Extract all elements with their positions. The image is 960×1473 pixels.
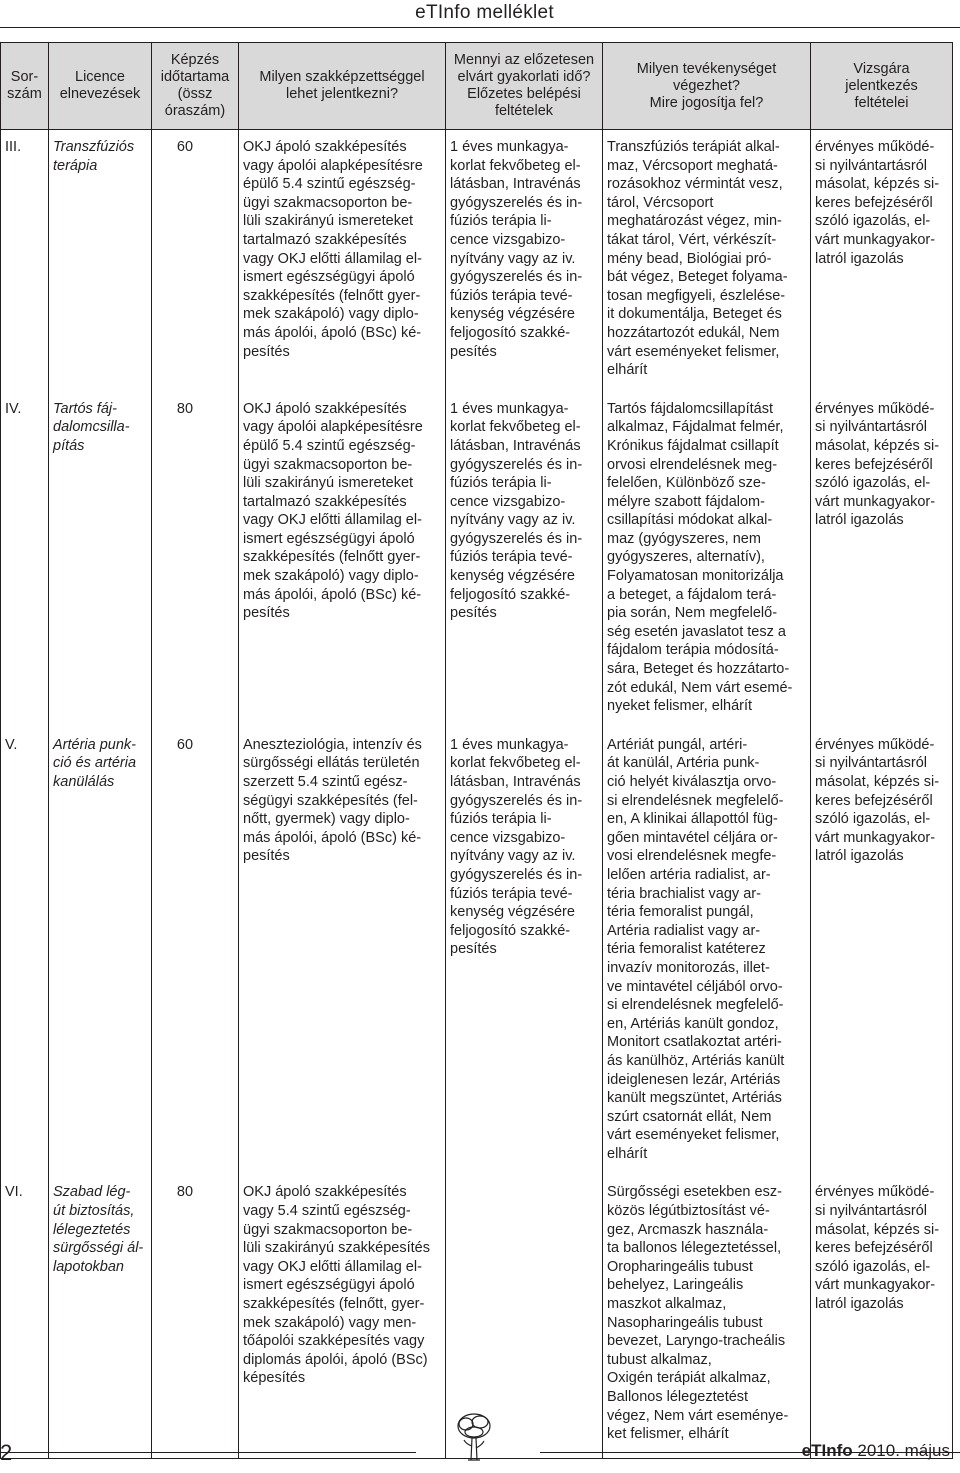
row-exam: érvényes működé- si nyilvántartásról másolat, képzés si- keres befejzéséről szóló igazolás, el- várt munkagyakor- latról igazolás — [811, 730, 953, 1178]
col-header-licence: Licence elnevezések — [49, 43, 152, 130]
row-exam: érvényes működé- si nyilvántartásról másolat, képzés si- keres befejzéséről szóló igazolás, el- várt munkagyakor- latról igazolás — [811, 130, 953, 394]
row-activities: Artériát pungál, artéri- át kanülál, Artéria punk- ció helyét kiválasztja orvo- si elrendelésnek megfelelő- en, A klinikai állapottól füg- gően mintavétel céljára or- vosi elrendelésnek megfe- lelően artéria radialist, ar- téria brachialist vagy ar- téria femoralist pungál, Artéria radialist vagy ar- téria femoralist katéterez invazív monitorozás, illet- ve mintavétel céljából orvo- si elrendelésnek megfelelő- en, Artériás kanült gondoz, Monitort csatlakoztat artéri- ás kanülhöz, Artériás kanült ideiglenesen lezár, Artériás kanült megszüntet, Artériás szúrt csatornát ellát, Nem várt eseményeket felismer, elhárít — [603, 730, 811, 1178]
header-brand: eTInfo melléklet — [415, 2, 554, 23]
header-rule — [0, 27, 960, 28]
row-hours: 60 — [152, 130, 239, 394]
row-licence: Artéria punk- ció és artéria kanülálás — [49, 730, 152, 1178]
col-header-prerequisites: Mennyi az előzetesen elvárt gyakorlati idő? Előzetes belépési feltételek — [446, 43, 603, 130]
row-prerequisites: 1 éves munkagya- korlat fekvőbeteg el- látásban, Intravénás gyógyszerelés és in- fúziós terápia li- cence vizsgabizo- nyítvány vagy az iv. gyógyszerelés és in- fúziós terápia tevé- kenység végzésére feljogosító szakké- pesítés — [446, 130, 603, 394]
row-exam: érvényes működé- si nyilvántartásról másolat, képzés si- keres befejzéséről szóló igazolás, el- várt munkagyakor- latról igazolás — [811, 1177, 953, 1458]
row-qualification: OKJ ápoló szakképesítés vagy ápolói alapképesítésre épülő 5.4 szintű egészség- ügyi szakmacsoporton be- lüli szakirányú ismereteket tartalmazó szakképesítés vagy OKJ előtti államilag el- ismert egészségügyi ápoló szakképesítés (felnőtt gyer- mek szakápoló) vagy diplo- más ápolói, ápoló (BSc) ké- pesítés — [239, 130, 446, 394]
footer-brand — [802, 1441, 950, 1461]
row-licence: Szabad lég- út biztosítás, lélegeztetés sürgősségi ál- lapotokban — [49, 1177, 152, 1458]
row-activities: Tartós fájdalomcsillapítást alkalmaz, Fájdalmat felmér, Krónikus fájdalmat csillapít orvosi elrendelésnek meg- felelően, Különböző sze- mélyre szabott fájdalom- csillapítási módokat alkal- maz (gyógyszeres, nem gyógyszeres, alternatív), Folyamatosan monitorizálja a beteget, a fájdalom terá- pia során, Nem megfelelő- ség esetén javaslatot tesz a fájdalom terápia módosítá- sára, Beteget és hozzátarto- zót edukál, Nem várt esemé- nyeket felismer, elhárít — [603, 394, 811, 730]
table-row — [1, 130, 953, 394]
page-header — [0, 0, 960, 28]
table-row — [1, 394, 953, 730]
row-index: IV. — [1, 394, 49, 730]
row-qualification: Aneszteziológia, intenzív és sürgősségi ellátás területén szerzett 5.4 szintű egész- ségügyi szakképesítés (fel- nőtt, gyermek) vagy diplo- más ápolói, ápoló (BSc) ké- pesítés — [239, 730, 446, 1178]
row-hours: 80 — [152, 1177, 239, 1458]
row-prerequisites: 1 éves munkagya- korlat fekvőbeteg el- látásban, Intravénás gyógyszerelés és in- fúziós terápia li- cence vizsgabizo- nyítvány vagy az iv. gyógyszerelés és in- fúziós terápia tevé- kenység végzésére feljogosító szakké- pesítés — [446, 730, 603, 1178]
row-index: V. — [1, 730, 49, 1178]
footer-rule-left — [0, 1452, 416, 1453]
table-row — [1, 730, 953, 1178]
row-index: III. — [1, 130, 49, 394]
row-qualification: OKJ ápoló szakképesítés vagy 5.4 szintű egészség- ügyi szakmacsoporton be- lüli szakirányú szakképesítés vagy OKJ előtti államilag el- ismert egészségügyi ápoló szakképesítés (felnőtt, gyer- mek szakápoló) vagy men- tőápolói szakképesítés vagy diplomás ápolói, ápoló (BSc) képesítés — [239, 1177, 446, 1458]
licence-table — [0, 42, 953, 1459]
page-number: 2 — [0, 1440, 13, 1465]
row-licence: Transzfúziós terápia — [49, 130, 152, 394]
table-header-row — [1, 43, 953, 130]
col-header-index: Sor- szám — [1, 43, 49, 130]
footer-brand-name: eTInfo — [801, 1441, 853, 1460]
row-prerequisites: 1 éves munkagya- korlat fekvőbeteg el- látásban, Intravénás gyógyszerelés és in- fúziós terápia li- cence vizsgabizo- nyítvány vagy az iv. gyógyszerelés és in- fúziós terápia tevé- kenység végzésére feljogosító szakké- pesítés — [446, 394, 603, 730]
row-qualification: OKJ ápoló szakképesítés vagy ápolói alapképesítésre épülő 5.4 szintű egészség- ügyi szakmacsoporton be- lüli szakirányú ismereteket tartalmazó szakképesítés vagy OKJ előtti államilag el- ismert egészségügyi ápoló szakképesítés (felnőtt gyer- mek szakápoló) vagy diplo- más ápolói, ápoló (BSc) ké- pesítés — [239, 394, 446, 730]
footer-date: 2010. május — [857, 1441, 950, 1460]
row-hours: 80 — [152, 394, 239, 730]
col-header-duration: Képzés időtartama (össz óraszám) — [152, 43, 239, 130]
row-activities: Sürgősségi esetekben esz- közös légútbiztosítást vé- gez, Arcmaszk használa- ta ballonos lélegeztetéssel, Oropharingeális tubust behelyez, Laringeális maszkot alkalmaz, Nasopharingeális tubust bevezet, Laryngo-tracheális tubust alkalmaz, Oxigén terápiát alkalmaz, Ballonos lélegeztetést végez, Nem várt eseménye- ket felismer, elhárít — [603, 1177, 811, 1458]
col-header-activities: Milyen tevékenységet végezhet? Mire jogosítja fel? — [603, 43, 811, 130]
row-licence: Tartós fáj- dalomcsilla- pítás — [49, 394, 152, 730]
row-exam: érvényes működé- si nyilvántartásról másolat, képzés si- keres befejzéséről szóló igazolás, el- várt munkagyakor- latról igazolás — [811, 394, 953, 730]
licence-table-container — [0, 42, 952, 1459]
col-header-exam: Vizsgára jelentkezés feltételei — [811, 43, 953, 130]
row-activities: Transzfúziós terápiát alkal- maz, Vércsoport meghatá- rozásokhoz vérmintát vesz, tárol, Vércsoport meghatározást végez, min- tákat tárol, Vért, vérkészít- mény bead, Biológiai pró- bát végez, Beteget folyama- tosan megfigyeli, észlelése- it dokumentálja, Beteget és hozzátartozót edukál, Nem várt eseményeket felismer, elhárít — [603, 130, 811, 394]
row-index: VI. — [1, 1177, 49, 1458]
page-footer — [0, 1440, 960, 1473]
tree-logo-icon — [446, 1410, 502, 1468]
col-header-qualification: Milyen szakképzettséggel lehet jelentkezni? — [239, 43, 446, 130]
row-hours: 60 — [152, 730, 239, 1178]
